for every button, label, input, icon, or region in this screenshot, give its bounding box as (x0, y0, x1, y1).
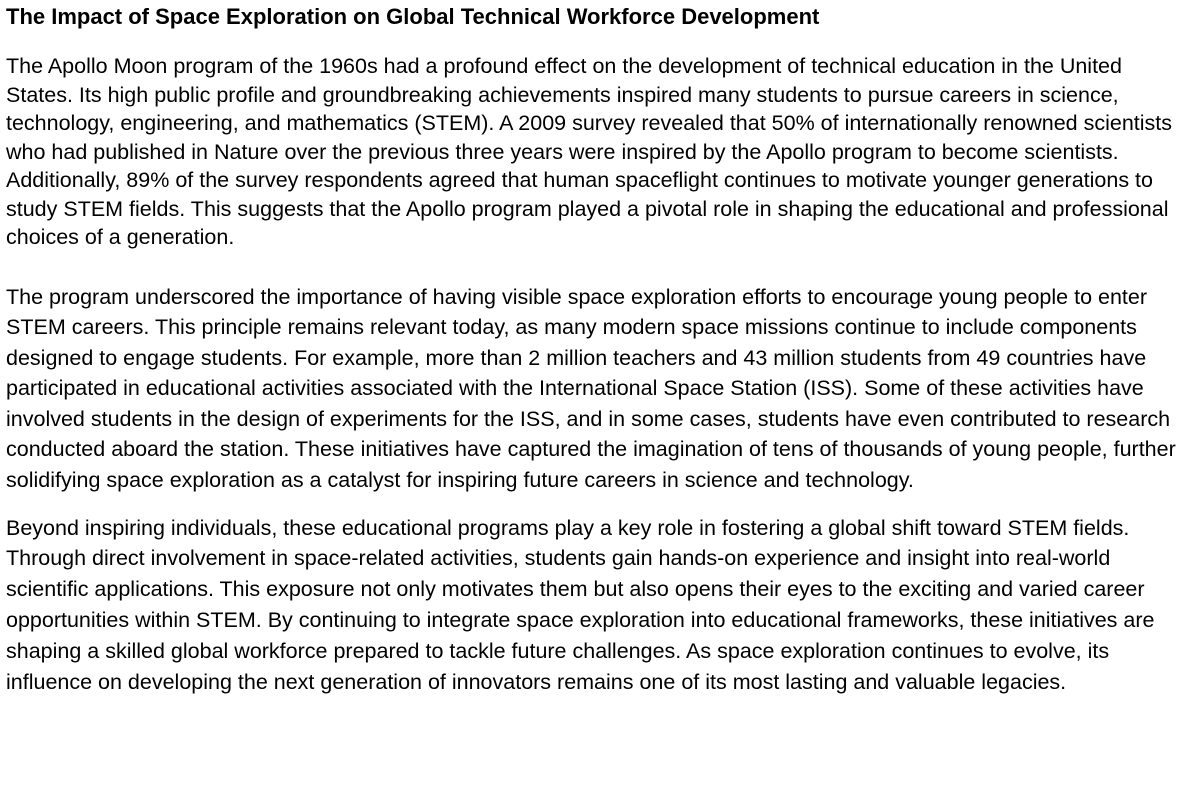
document-title: The Impact of Space Exploration on Global Technical Workforce Development (6, 4, 820, 29)
paragraph-iss: The program underscored the importance of having visible space exploration efforts to encourage young people to enter STEM careers. This principle remains relevant today, as many modern space missions continue to include components designed to engage students. For example, more than 2 million teachers and 43 million students from 49 countries have participated in educational activities associated with the International Space Station (ISS). Some of these activities have involved students in the design of experiments for the ISS, and in some cases, students have even contributed to research conducted aboard the station. These initiatives have captured the imagination of tens of thousands of young people, further solidifying space exploration as a catalyst for inspiring future careers in science and technology. (6, 284, 1176, 493)
paragraph-global-shift: Beyond inspiring individuals, these educational programs play a key role in fostering a global shift toward STEM fields. Through direct involvement in space-related activities, students gain hands-on experience and insight into real-world scientific applications. This exposure not only motivates them but also opens their eyes to the exciting and varied career opportunities within STEM. By continuing to integrate space exploration into educational frameworks, these initiatives are shaping a skilled global workforce prepared to tackle future challenges. As space exploration continues to evolve, its influence on developing the next generation of innovators remains one of its most lasting and valuable legacies. (6, 515, 1155, 694)
paragraph-apollo: The Apollo Moon program of the 1960s had a profound effect on the development of technical education in the United States. Its high public profile and groundbreaking achievements inspired many students to pursue careers in science, technology, engineering, and mathematics (STEM). A 2009 survey revealed that 50% of internationally renowned scientists who had published in Nature over the previous three years were inspired by the Apollo program to become scientists. Additionally, 89% of the survey respondents agreed that human spaceflight continues to motivate younger generations to study STEM fields. This suggests that the Apollo program played a pivotal role in shaping the educational and professional choices of a generation. (6, 54, 1173, 249)
